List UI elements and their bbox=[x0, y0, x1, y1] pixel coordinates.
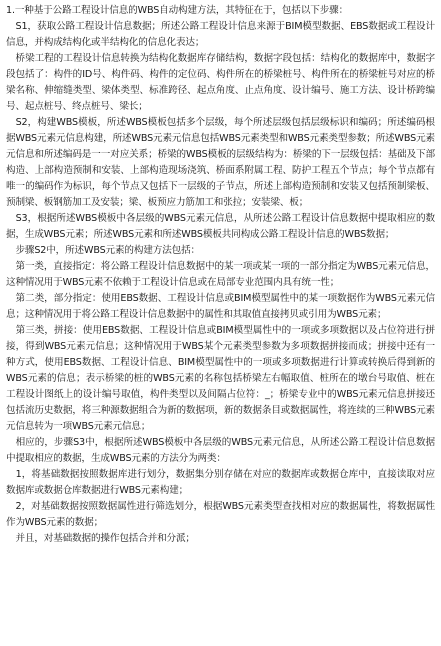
claim-paragraph-10: 相应的，步骤S3中，根据所述WBS模板中各层级的WBS元素元信息，从所述公路工程设计信息数据中提取相应的数据，生成WBS元素的方法分为两类： bbox=[6, 437, 435, 464]
claim-paragraph-7: 第一类，直接指定：将公路工程设计信息数据中的某一项或某一项的一部分指定为WBS元素元信息，这种情况用于WBS元素不依赖于工程设计信息或在局部专业范围内具有统一性； bbox=[6, 261, 435, 288]
claim-paragraph-6: 步骤S2中，所述WBS元素的构建方法包括： bbox=[6, 245, 200, 256]
claim-paragraph-5: S3，根据所述WBS模板中各层级的WBS元素元信息，从所述公路工程设计信息数据中提取相应的数据，生成WBS元素；所述WBS元素和所述WBS模板共同构成公路工程设计信息的WBS数据； bbox=[6, 213, 435, 240]
claim-paragraph-12: 2，对基础数据按照数据属性进行筛选划分，根据WBS元素类型查找相对应的数据属性，将数据属性作为WBS元素的数据； bbox=[6, 501, 435, 528]
claim-paragraph-1: 1.一种基于公路工程设计信息的WBS自动构建方法，其特征在于，包括以下步骤： bbox=[6, 5, 349, 16]
claim-paragraph-4: S2，构建WBS模板，所述WBS模板包括多个层级，每个所述层级包括层级标识和编码；所述编码根据WBS元素元信息构建，所述WBS元素元信息包括WBS元素类型和WBS元素类型参数；所述WBS元素元信息和所述编码是一一对应关系；桥梁的WBS模板的层级结构为：桥梁的下一层级包括：基础及下部构造、上部构造预制和安装、上部构造现场浇筑、桥面系附属工程、防护工程五个节点；每个节点都有唯一的编码作为标识，每个节点又包括下一层级的子节点，所述上部构造预制和安装又包括预制梁板、预制梁、板钢筋加工及安装；梁、板预应力筋加工和张拉；安装梁、板； bbox=[6, 117, 435, 208]
claim-paragraph-9: 第三类，拼接：使用EBS数据、工程设计信息或BIM模型属性中的一项或多项数据以及占位符进行拼接，得到WBS元素元信息；这种情况用于WBS某个元素类型参数为多项数据拼接而成；拼接中还有一种方式，使用EBS数据、工程设计信息、BIM模型属性中的一项或多项数据进行计算或转换后得到新的WBS元素的信息；表示桥梁的桩的WBS元素的名称包括桥梁左右幅取值、桩所在的墩台号取值、桩在工程设计图纸上的设计编号取值，构件类型以及间隔占位符：_；桥梁专业中的WBS元素元信息拼接还包括流历史数据，将三种源数据组合为新的数据项，新的数据条目或数据属性，将连续的三种WBS元素元信息转为一项WBS元素元信息； bbox=[6, 325, 435, 432]
claim-paragraph-8: 第二类，部分指定：使用EBS数据、工程设计信息或BIM模型属性中的某一项数据作为WBS元素元信息；这种情况用于将公路工程设计信息数据中的属性和其取值直接拷贝或引用为WBS元素； bbox=[6, 293, 435, 320]
claim-paragraph-11: 1，将基础数据按照数据库进行划分，数据集分别存储在对应的数据库或数据仓库中，直接读取对应数据库或数据仓库数据进行WBS元素构建； bbox=[6, 469, 435, 496]
claim-paragraph-3: 桥梁工程的工程设计信息转换为结构化数据库存储结构，数据字段包括：结构化的数据库中，数据字段包括了：构件的ID号、构件码、构件的定位码、构件所在的桥梁桩号、构件所在的桥梁桩号对应的桥梁名称、伸缩缝类型、梁体类型、标准跨径、起点角度、止点角度、设计编号、施工方法、设计桥跨编号、起点桩号、终点桩号、梁长； bbox=[6, 53, 435, 112]
claim-paragraph-2: S1，获取公路工程设计信息数据；所述公路工程设计信息来源于BIM模型数据、EBS数据或工程设计信息，并构成结构化或半结构化的信息化表达； bbox=[6, 21, 435, 48]
claim-paragraph-13: 并且，对基础数据的操作包括合并和分派； bbox=[6, 533, 195, 544]
